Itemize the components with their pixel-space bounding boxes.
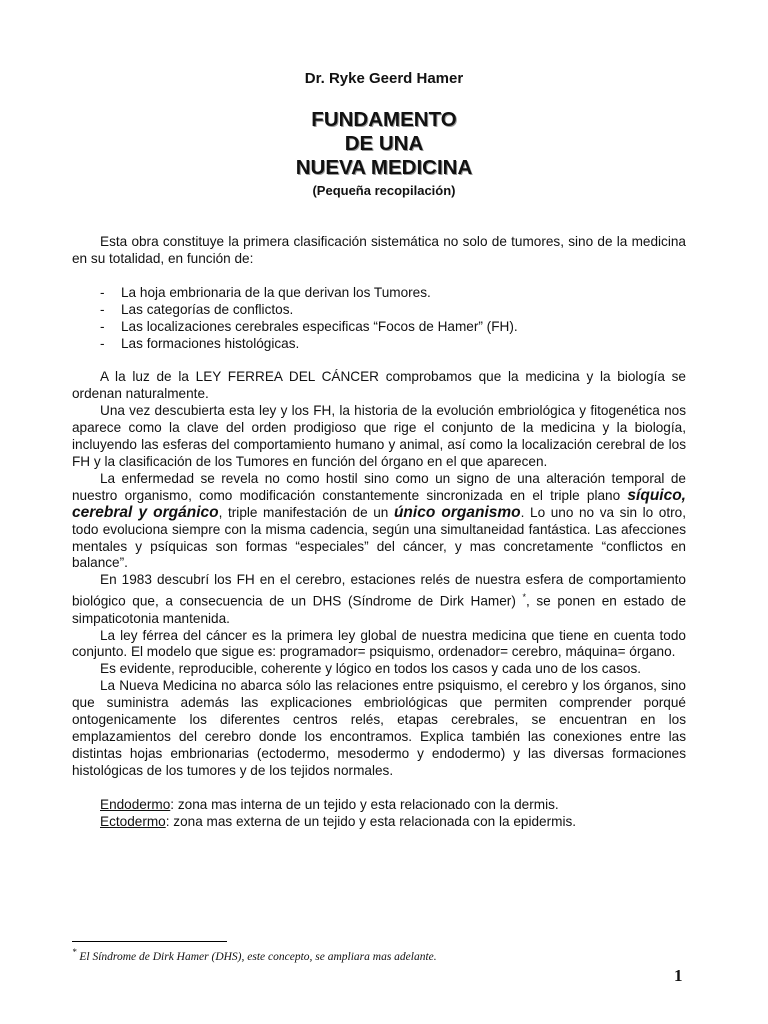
title-line-2: DE UNA [344, 132, 424, 155]
paragraph-ley-ferrea: A la luz de la LEY FERREA DEL CÁNCER comprobamos que la medicina y la biología se ordenan naturalmente. [72, 369, 686, 402]
paragraph-evolucion: Una vez descubierta esta ley y los FH, la historia de la evolución embriológica y fitogenética nos aparece como la clave del orden prodigioso que rige el conjunto de la medicina y la biología, incluyendo las esferas del comportamiento humano y animal, así como la localización cerebral de los FH y la clasificación de los Tumores en función del órgano en el que aparecen. [72, 403, 686, 469]
body-text [72, 234, 686, 831]
paragraph-ley-global: La ley férrea del cáncer es la primera ley global de nuestra medicina que tiene en cuenta todo conjunto. El modelo que sigue es: programador= psiquismo, ordenador= cerebro, máquina= órgano. [72, 627, 686, 660]
criteria-list [100, 285, 686, 353]
footnote-text: El Síndrome de Dirk Hamer (DHS), este concepto, se ampliara mas adelante. [79, 950, 437, 963]
list-item [100, 336, 686, 353]
text-span: , se ponen en estado de simpaticotonia mantenida. [72, 593, 686, 626]
bullet-dash: - [100, 301, 105, 317]
footnote-mark: * [72, 947, 77, 957]
footnote [72, 947, 692, 963]
list-item [100, 319, 686, 336]
definition-ectodermo [72, 814, 686, 831]
paragraph-evidente: Es evidente, reproducible, coherente y lógico en todos los casos y cada uno de los casos. [100, 661, 642, 677]
emphasis-siquico: síquico, cerebral y orgánico [72, 486, 686, 521]
document-title [0, 108, 768, 180]
list-item [100, 285, 686, 302]
title-line-1: FUNDAMENTO [311, 108, 457, 131]
definition-term: Ectodermo [100, 813, 166, 829]
text-span: , triple manifestación de un [218, 504, 394, 520]
footnote-divider [72, 941, 227, 942]
definition-term: Endodermo [100, 796, 171, 812]
list-item-text: Las formaciones histológicas. [121, 335, 300, 351]
page-number: 1 [674, 966, 683, 985]
definition-endodermo [72, 797, 686, 814]
paragraph-1983 [72, 572, 686, 627]
bullet-dash: - [100, 284, 105, 300]
list-item-text: La hoja embrionaria de la que derivan los Tumores. [121, 284, 431, 300]
definition-text: : zona mas interna de un tejido y esta relacionado con la dermis. [170, 796, 559, 812]
intro-paragraph: Esta obra constituye la primera clasificación sistemática no solo de tumores, sino de la medicina en su totalidad, en función de: [72, 234, 686, 266]
text-span: La enfermedad se revela no como hostil sino como un signo de una alteración temporal de nuestro organismo, como modificación constantemente sincronizada en el triple plano [72, 470, 686, 503]
definition-text: : zona mas externa de un tejido y esta relacionada con la epidermis. [165, 813, 577, 829]
paragraph-nueva-medicina: La Nueva Medicina no abarca sólo las relaciones entre psiquismo, el cerebro y los órganos, sino que suministra además las explicaciones embriológicas que permiten comprender porqué ontogenicamente los diferentes centros relés, etapas cerebrales, se encuentran en los emplazamientos del cerebro donde los encontramos. Explica también las conexiones entre las distintas hojas embrionarias (ectodermo, mesodermo y endodermo) y las diversas formaciones histológicas de los tumores y de los tejidos normales. [72, 678, 686, 778]
title-line-3: NUEVA MEDICINA [295, 156, 473, 179]
author-name: Dr. Ryke Geerd Hamer [304, 70, 464, 87]
text-span: . Lo uno no va sin lo otro, todo evoluciona siempre con la misma cadencia, según una simultaneidad fantástica. Las afecciones mentales y psíquicas son formas “especiales” del cáncer, y mas concretamente “conflictos en balance”. [72, 504, 686, 571]
emphasis-unico-organismo: único organismo [393, 503, 521, 521]
paragraph-enfermedad [72, 471, 686, 572]
bullet-dash: - [100, 335, 105, 351]
list-item-text: Las localizaciones cerebrales especificas “Focos de Hamer” (FH). [121, 318, 518, 334]
list-item-text: Las categorías de conflictos. [121, 301, 294, 317]
list-item [100, 302, 686, 319]
bullet-dash: - [100, 318, 105, 334]
document-subtitle: (Pequeña recopilación) [312, 183, 456, 198]
text-span: En 1983 descubrí los FH en el cerebro, estaciones relés de nuestra esfera de comportamiento biológico que, a consecuencia de un DHS (Síndrome de Dirk Hamer) [72, 572, 686, 609]
footnote-reference: * [522, 592, 526, 603]
